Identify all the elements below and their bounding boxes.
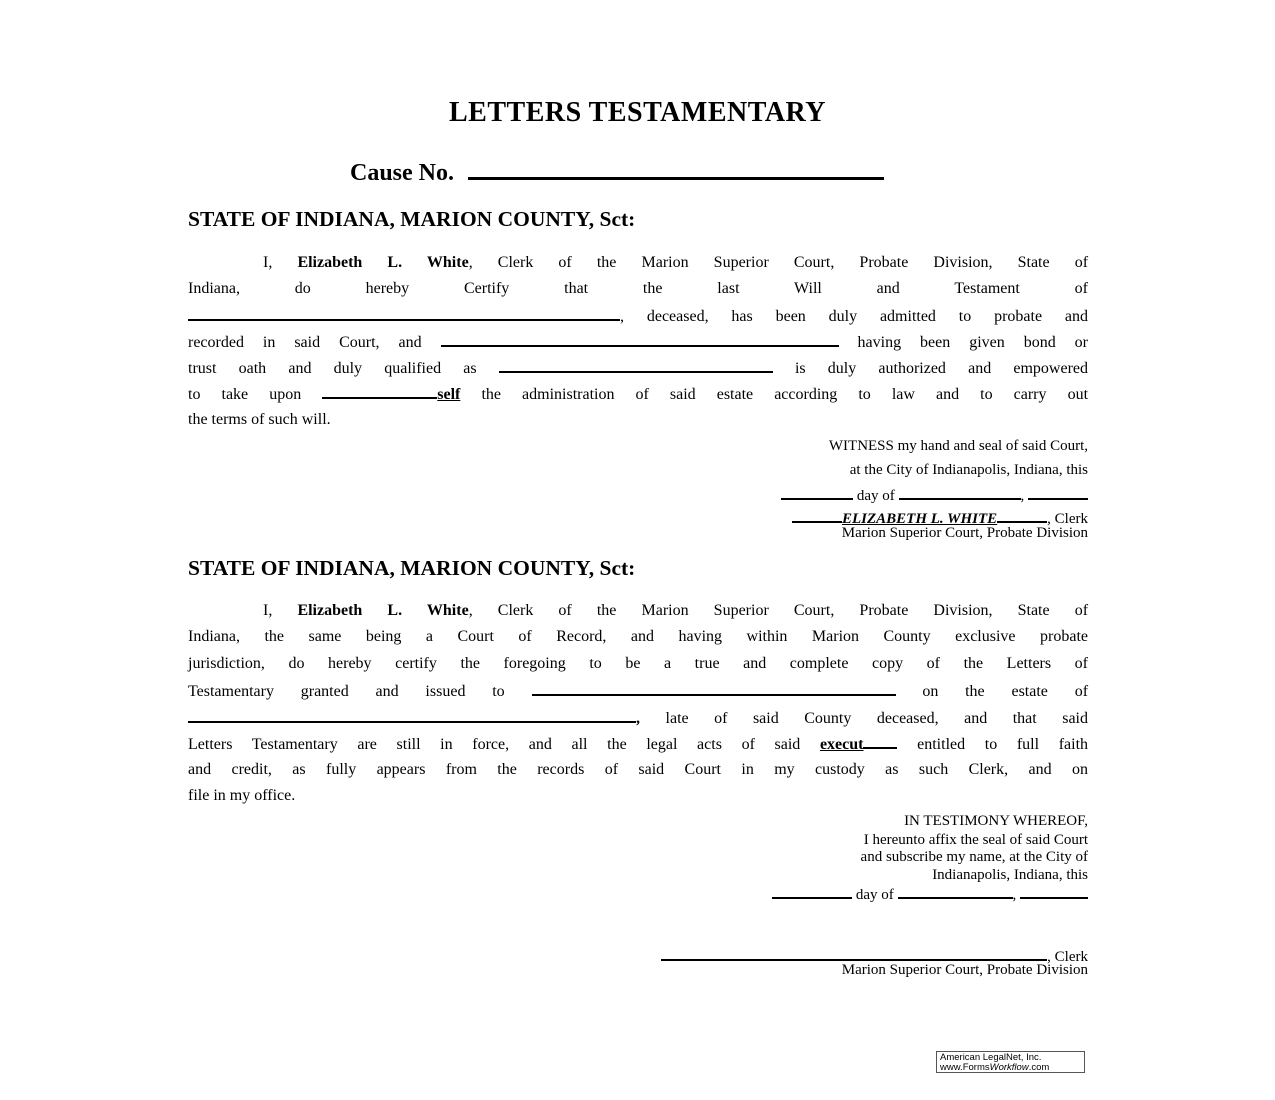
s1-line2: Indiana, do hereby Certify that the last Will and Testament of [188, 280, 1088, 297]
s2-line3: jurisdiction, do hereby certify the foregoing to be a true and complete copy of the Letters of [188, 655, 1088, 672]
testimony-line4: Indianapolis, Indiana, this [932, 867, 1088, 883]
month-blank[interactable] [898, 883, 1013, 899]
witness-line1: WITNESS my hand and seal of said Court, [828, 438, 1088, 454]
cause-label: Cause No. [350, 160, 455, 186]
year-blank[interactable] [1028, 484, 1088, 500]
s1-line1: I, Elizabeth L. White, Clerk of the Marion Superior Court, Probate Division, State of [263, 254, 1089, 271]
s2-line2: Indiana, the same being a Court of Record, and having within Marion County exclusive probate [188, 628, 1088, 645]
signer-name: ELIZABETH L. WHITE [792, 511, 1047, 527]
witness-court: Marion Superior Court, Probate Division [841, 525, 1088, 541]
qualified-as-blank[interactable] [499, 357, 773, 373]
testimony-line2: I hereunto affix the seal of said Court [863, 832, 1088, 848]
s1-line4: recorded in said Court, and having been given bond or [188, 331, 1088, 351]
issued-to-blank[interactable] [532, 680, 896, 696]
s2-line6: Letters Testamentary are still in force, and all the legal acts of said execut entitled to full faith [188, 733, 1088, 753]
section1-heading: STATE OF INDIANA, MARION COUNTY, Sct: [188, 207, 636, 231]
clerk-signature: , Clerk [661, 945, 1088, 966]
s2-line8: file in my office. [188, 787, 296, 804]
cause-number-blank[interactable] [468, 155, 884, 180]
s2-line7: and credit, as fully appears from the records of said Court in my custody as such Clerk, and on [188, 761, 1088, 778]
witness-line2: at the City of Indianapolis, Indiana, this [849, 462, 1088, 478]
witness-signature: ELIZABETH L. WHITE , Clerk [792, 508, 1088, 528]
witness-date: day of , [781, 484, 1088, 505]
s1-line5: trust oath and duly qualified as is duly authorized and empowered [188, 357, 1088, 377]
pronoun-blank[interactable] [322, 383, 437, 399]
s1-line6: to take upon self the administration of said estate according to law and to carry out [188, 383, 1088, 403]
clerk-signature-blank[interactable] [661, 945, 1047, 961]
publisher-footer: American LegalNet, Inc. www.FormsWorkflow.com [936, 1051, 1085, 1073]
executor-blank[interactable] [441, 331, 839, 347]
testimony-court: Marion Superior Court, Probate Division [841, 962, 1088, 978]
month-blank[interactable] [899, 484, 1021, 500]
document-title: LETTERS TESTAMENTARY [448, 97, 826, 128]
s1-line7: the terms of such will. [188, 411, 331, 428]
estate-blank[interactable] [188, 707, 636, 723]
section2-heading: STATE OF INDIANA, MARION COUNTY, Sct: [188, 556, 636, 580]
clerk-name: Elizabeth L. White [297, 602, 469, 619]
cause-number [350, 155, 884, 187]
s2-line4: Testamentary granted and issued to on the estate of [188, 680, 1088, 700]
testimony-date: day of , [772, 883, 1088, 904]
day-blank[interactable] [772, 883, 852, 899]
s1-line3: , deceased, has been duly admitted to probate and [188, 305, 1088, 325]
s2-line1: I, Elizabeth L. White, Clerk of the Marion Superior Court, Probate Division, State of [263, 602, 1089, 619]
testimony-line3: and subscribe my name, at the City of [860, 849, 1088, 865]
testimony-line1: IN TESTIMONY WHEREOF, [904, 813, 1088, 829]
decedent-blank[interactable] [188, 305, 620, 321]
year-blank[interactable] [1020, 883, 1088, 899]
execut-suffix-blank[interactable] [863, 733, 897, 749]
day-blank[interactable] [781, 484, 853, 500]
clerk-name: Elizabeth L. White [297, 254, 469, 271]
s2-line5: , late of said County deceased, and that said [188, 707, 1088, 727]
